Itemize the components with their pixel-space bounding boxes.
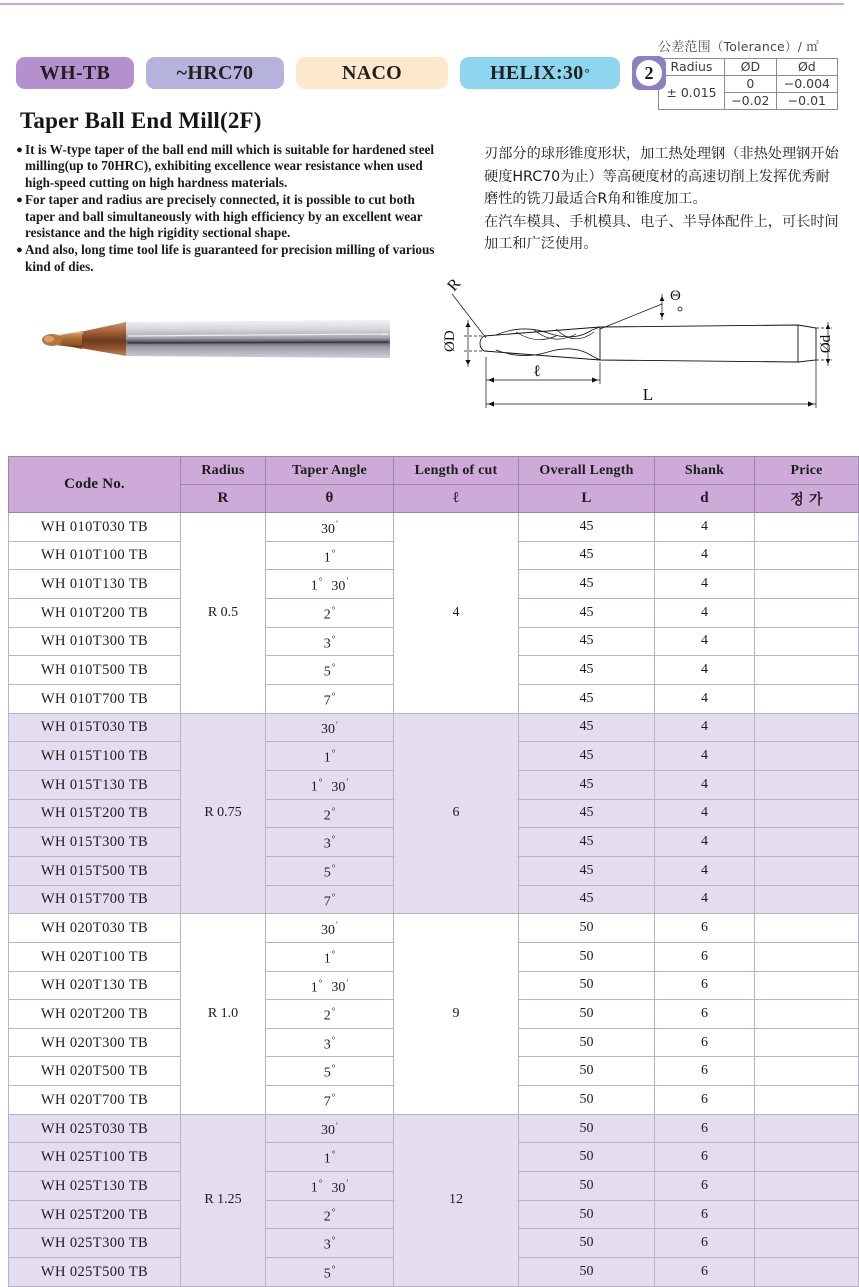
top-divider: [0, 3, 844, 5]
cell-length-of-cut: 9: [394, 914, 519, 1115]
cell-code-no: WH 015T700 TB: [9, 885, 181, 914]
cell-overall-length: 50: [519, 1086, 655, 1115]
column-header-radius: Radius: [181, 457, 266, 485]
cell-shank: 4: [655, 770, 755, 799]
column-header-price: Price: [755, 457, 859, 485]
feature-text: It is W-type taper of the ball end mill which is suitable for hardened steel milling(up to 70HRC), exhibiting excellence wear resistance when used high-speed cutting on high hardness materials.: [25, 142, 435, 190]
cell-shank: 4: [655, 684, 755, 713]
cell-overall-length: 45: [519, 799, 655, 828]
table-row[interactable]: [9, 713, 859, 742]
bullet-dot-icon: ●: [16, 144, 23, 156]
cell-price: [755, 1143, 859, 1172]
degree-symbol-icon: °: [331, 891, 336, 902]
cell-taper-angle: 5°: [266, 856, 394, 885]
degree-symbol-icon: °: [331, 1264, 336, 1275]
cell-price: [755, 1114, 859, 1143]
feature-text: And also, long time tool life is guaranteed for precision milling of various kind of dies.: [25, 242, 435, 274]
minute-symbol-icon: ′: [336, 1120, 338, 1131]
cell-price: [755, 1086, 859, 1115]
cell-overall-length: 50: [519, 1057, 655, 1086]
diagram-label-shank-diameter: Ød: [818, 334, 834, 354]
tolerance-dd-lower: −0.01: [776, 93, 837, 110]
cell-length-of-cut: 6: [394, 713, 519, 914]
cell-price: [755, 942, 859, 971]
cell-code-no: WH 010T100 TB: [9, 541, 181, 570]
cell-shank: 6: [655, 971, 755, 1000]
cell-taper-angle: 30′: [266, 1114, 394, 1143]
cell-taper-angle: 1°: [266, 1143, 394, 1172]
cell-taper-angle: 2°: [266, 1000, 394, 1029]
cell-radius: R 1.0: [181, 914, 266, 1115]
tolerance-row-upper: [659, 76, 838, 93]
degree-symbol-icon: °: [331, 805, 336, 816]
cell-overall-length: 50: [519, 971, 655, 1000]
badge-flute-count: [632, 56, 666, 90]
cell-price: [755, 742, 859, 771]
spec-table-body: [9, 513, 859, 1287]
cell-shank: 6: [655, 914, 755, 943]
tolerance-caption-cjk: 公差范围: [658, 40, 711, 55]
feature-text-cn: 在汽车模具、手机模具、电子、半导体配件上，可长时间加工和广泛使用。: [484, 213, 839, 253]
cell-code-no: WH 015T500 TB: [9, 856, 181, 885]
cell-overall-length: 50: [519, 1114, 655, 1143]
table-row[interactable]: [9, 1114, 859, 1143]
column-subheader-l: ℓ: [394, 485, 519, 513]
tolerance-block: [658, 36, 838, 110]
degree-symbol-icon: °: [331, 1006, 336, 1017]
list-item: [14, 192, 439, 241]
degree-symbol-icon: °: [331, 1034, 336, 1045]
cell-code-no: WH 010T300 TB: [9, 627, 181, 656]
cell-taper-angle: 1° 30′: [266, 770, 394, 799]
cell-code-no: WH 025T500 TB: [9, 1258, 181, 1287]
cell-overall-length: 50: [519, 1258, 655, 1287]
cell-code-no: WH 010T700 TB: [9, 684, 181, 713]
cell-price: [755, 828, 859, 857]
page-title: Taper Ball End Mill(2F): [20, 108, 262, 133]
cell-price: [755, 971, 859, 1000]
cell-code-no: WH 020T300 TB: [9, 1028, 181, 1057]
degree-symbol-icon: °: [331, 1092, 336, 1103]
cell-overall-length: 45: [519, 656, 655, 685]
cell-shank: 4: [655, 541, 755, 570]
tolerance-radius-value: ± 0.015: [659, 76, 725, 110]
cell-shank: 4: [655, 656, 755, 685]
badge-series-label: WH-TB: [39, 61, 111, 84]
cell-taper-angle: 1°: [266, 541, 394, 570]
column-subheader-price-kr: 정 가: [755, 485, 859, 513]
degree-symbol-icon: °: [331, 834, 336, 845]
cell-shank: 6: [655, 1172, 755, 1201]
cell-code-no: WH 015T130 TB: [9, 770, 181, 799]
cell-shank: 4: [655, 799, 755, 828]
diagram-label-diameter-d: ØD: [442, 330, 458, 352]
cell-price: [755, 1200, 859, 1229]
cell-shank: 6: [655, 1057, 755, 1086]
degree-symbol-icon: °: [331, 1206, 336, 1217]
cell-code-no: WH 010T130 TB: [9, 570, 181, 599]
degree-symbol-icon: °: [331, 862, 336, 873]
column-subheader-d: d: [655, 485, 755, 513]
cell-shank: 6: [655, 942, 755, 971]
cell-overall-length: 45: [519, 770, 655, 799]
cell-overall-length: 45: [519, 627, 655, 656]
cell-taper-angle: 2°: [266, 598, 394, 627]
diagram-label-length-of-cut: ℓ: [533, 363, 541, 380]
degree-symbol-icon: °: [318, 977, 323, 988]
degree-symbol-icon: °: [331, 1149, 336, 1160]
cell-overall-length: 45: [519, 541, 655, 570]
degree-symbol-icon: °: [584, 65, 591, 80]
cell-shank: 6: [655, 1000, 755, 1029]
cell-overall-length: 45: [519, 828, 655, 857]
tolerance-dd-upper: −0.004: [776, 76, 837, 93]
cell-shank: 6: [655, 1143, 755, 1172]
cell-taper-angle: 30′: [266, 914, 394, 943]
column-header-shank: Shank: [655, 457, 755, 485]
badge-coating: [296, 57, 448, 89]
cell-taper-angle: 3°: [266, 828, 394, 857]
table-row[interactable]: [9, 513, 859, 542]
cell-shank: 4: [655, 570, 755, 599]
cell-overall-length: 45: [519, 713, 655, 742]
cell-overall-length: 45: [519, 684, 655, 713]
minute-symbol-icon: ′: [336, 519, 338, 529]
badge-series: [16, 57, 134, 89]
cell-shank: 6: [655, 1258, 755, 1287]
cell-code-no: WH 020T030 TB: [9, 914, 181, 943]
degree-symbol-icon: °: [318, 776, 323, 787]
cell-price: [755, 1057, 859, 1086]
degree-symbol-icon: °: [318, 1178, 323, 1189]
cell-shank: 6: [655, 1028, 755, 1057]
diagram-label-taper-angle: Θ: [670, 288, 681, 304]
cell-price: [755, 799, 859, 828]
cell-shank: 4: [655, 742, 755, 771]
cell-code-no: WH 020T130 TB: [9, 971, 181, 1000]
cell-overall-length: 50: [519, 1200, 655, 1229]
degree-symbol-icon: °: [318, 576, 323, 587]
column-subheader-big-l: L: [519, 485, 655, 513]
cell-overall-length: 50: [519, 942, 655, 971]
tolerance-d-upper: 0: [724, 76, 776, 93]
column-header-code-no: Code No.: [9, 457, 181, 513]
bullet-dot-icon: ●: [16, 244, 23, 257]
badge-hardness-label: ~HRC70: [176, 61, 254, 84]
list-item: [14, 242, 439, 275]
column-subheader-r: R: [181, 485, 266, 513]
cell-overall-length: 50: [519, 1172, 655, 1201]
cell-price: [755, 885, 859, 914]
cell-radius: R 1.25: [181, 1114, 266, 1286]
cell-overall-length: 50: [519, 1028, 655, 1057]
cell-code-no: WH 020T700 TB: [9, 1086, 181, 1115]
degree-symbol-icon: °: [331, 633, 336, 644]
cell-taper-angle: 3°: [266, 1229, 394, 1258]
header-row-top: [9, 457, 859, 485]
cell-price: [755, 1172, 859, 1201]
minute-symbol-icon: ′: [346, 776, 349, 787]
badge-helix-label: HELIX:30: [489, 61, 584, 84]
cell-taper-angle: 5°: [266, 1057, 394, 1086]
cell-overall-length: 50: [519, 914, 655, 943]
cell-code-no: WH 020T500 TB: [9, 1057, 181, 1086]
cell-code-no: WH 010T030 TB: [9, 513, 181, 542]
cell-taper-angle: 30′: [266, 513, 394, 542]
cell-code-no: WH 015T200 TB: [9, 799, 181, 828]
cell-price: [755, 656, 859, 685]
cell-price: [755, 627, 859, 656]
cell-taper-angle: 5°: [266, 1258, 394, 1287]
cell-code-no: WH 020T200 TB: [9, 1000, 181, 1029]
cell-shank: 4: [655, 856, 755, 885]
cell-code-no: WH 025T130 TB: [9, 1172, 181, 1201]
tolerance-header-row: [659, 59, 838, 76]
cell-shank: 6: [655, 1229, 755, 1258]
cell-price: [755, 1000, 859, 1029]
cell-taper-angle: 1°: [266, 942, 394, 971]
cell-shank: 6: [655, 1114, 755, 1143]
cell-taper-angle: 3°: [266, 1028, 394, 1057]
badge-row: [16, 56, 666, 90]
minute-symbol-icon: ′: [336, 719, 338, 730]
tolerance-caption-en: （Tolerance）/ ㎡: [710, 39, 819, 54]
cell-taper-angle: 1° 30′: [266, 570, 394, 599]
cell-code-no: WH 015T030 TB: [9, 713, 181, 742]
product-photo: [22, 306, 394, 374]
cell-taper-angle: 1° 30′: [266, 971, 394, 1000]
cell-overall-length: 45: [519, 885, 655, 914]
degree-symbol-icon: °: [331, 748, 336, 759]
cell-taper-angle: 1° 30′: [266, 1172, 394, 1201]
cell-price: [755, 1229, 859, 1258]
degree-symbol-icon: °: [331, 948, 336, 959]
cell-length-of-cut: 12: [394, 1114, 519, 1286]
tolerance-table: [658, 58, 838, 110]
degree-symbol-icon: °: [331, 662, 336, 673]
column-header-overall-length: Overall Length: [519, 457, 655, 485]
minute-symbol-icon: ′: [336, 920, 338, 931]
degree-symbol-icon: °: [331, 604, 336, 615]
bullet-dot-icon: ●: [16, 194, 23, 207]
cell-shank: 4: [655, 598, 755, 627]
degree-symbol-icon: °: [331, 690, 336, 701]
flute-count-label: 2: [636, 60, 662, 86]
cell-code-no: WH 010T500 TB: [9, 656, 181, 685]
feature-text: For taper and radius are precisely connected, it is possible to cut both taper and ball simultaneously with high efficiency by an excellent wear resistance and the high rigidity sectional shape.: [25, 192, 423, 241]
badge-hardness: [146, 57, 284, 89]
column-header-taper-angle: Taper Angle: [266, 457, 394, 485]
cell-taper-angle: 1°: [266, 742, 394, 771]
cell-price: [755, 513, 859, 542]
cell-taper-angle: 30′: [266, 713, 394, 742]
spec-table-wrapper: [8, 456, 838, 1287]
cell-shank: 4: [655, 627, 755, 656]
cell-code-no: WH 025T300 TB: [9, 1229, 181, 1258]
cell-overall-length: 45: [519, 742, 655, 771]
cell-price: [755, 598, 859, 627]
minute-symbol-icon: ′: [346, 576, 349, 587]
tolerance-header-dia-d: ØD: [724, 59, 776, 76]
feature-text-cn: 刃部分的球形锥度形状，加工热处理钢（非热处理钢开始硬度HRC70为止）等高硬度材的高速切削上发挥优秀耐磨性的铣刀最适合R角和锥度加工。: [484, 146, 839, 208]
cell-code-no: WH 025T030 TB: [9, 1114, 181, 1143]
diagram-label-overall-length: L: [642, 385, 654, 404]
badge-coating-label: NACO: [341, 61, 403, 84]
spec-table: [8, 456, 859, 1287]
tolerance-d-lower: −0.02: [724, 93, 776, 110]
cell-code-no: WH 015T300 TB: [9, 828, 181, 857]
feature-list-en: [14, 142, 439, 276]
tolerance-header-dia-small-d: Ød: [776, 59, 837, 76]
cell-code-no: WH 010T200 TB: [9, 598, 181, 627]
tolerance-caption: [658, 36, 838, 55]
feature-list-cn: [484, 143, 840, 256]
cell-price: [755, 1028, 859, 1057]
cell-code-no: WH 025T100 TB: [9, 1143, 181, 1172]
cell-shank: 4: [655, 828, 755, 857]
cell-radius: R 0.5: [181, 513, 266, 714]
minute-symbol-icon: ′: [346, 1178, 349, 1189]
cell-shank: 4: [655, 713, 755, 742]
cell-price: [755, 856, 859, 885]
spec-table-head: [9, 457, 859, 513]
cell-shank: 6: [655, 1086, 755, 1115]
technical-drawing: [424, 272, 840, 418]
diagram-label-radius: R: [444, 275, 465, 295]
cell-shank: 4: [655, 513, 755, 542]
cell-taper-angle: 7°: [266, 684, 394, 713]
column-header-length-of-cut: Length of cut: [394, 457, 519, 485]
cell-price: [755, 541, 859, 570]
badge-helix: [460, 57, 620, 89]
cell-price: [755, 770, 859, 799]
cell-overall-length: 45: [519, 598, 655, 627]
cell-taper-angle: 2°: [266, 799, 394, 828]
cell-overall-length: 45: [519, 570, 655, 599]
degree-symbol-icon: °: [331, 1235, 336, 1246]
cell-taper-angle: 5°: [266, 656, 394, 685]
cell-overall-length: 50: [519, 1229, 655, 1258]
cell-radius: R 0.75: [181, 713, 266, 914]
cell-price: [755, 684, 859, 713]
cell-taper-angle: 3°: [266, 627, 394, 656]
degree-symbol-icon: °: [331, 547, 336, 558]
cell-overall-length: 50: [519, 1000, 655, 1029]
cell-taper-angle: 7°: [266, 885, 394, 914]
cell-length-of-cut: 4: [394, 513, 519, 714]
cell-price: [755, 1258, 859, 1287]
minute-symbol-icon: ′: [346, 977, 349, 988]
table-row[interactable]: [9, 914, 859, 943]
cell-taper-angle: 7°: [266, 1086, 394, 1115]
cell-code-no: WH 025T200 TB: [9, 1200, 181, 1229]
list-item: [14, 142, 439, 191]
cell-price: [755, 914, 859, 943]
tolerance-header-radius: Radius: [659, 59, 725, 76]
cell-overall-length: 50: [519, 1143, 655, 1172]
cell-taper-angle: 2°: [266, 1200, 394, 1229]
cell-code-no: WH 020T100 TB: [9, 942, 181, 971]
column-subheader-theta: θ: [266, 485, 394, 513]
cell-code-no: WH 015T100 TB: [9, 742, 181, 771]
cell-price: [755, 713, 859, 742]
cell-shank: 6: [655, 1200, 755, 1229]
cell-overall-length: 45: [519, 513, 655, 542]
cell-shank: 4: [655, 885, 755, 914]
cell-price: [755, 570, 859, 599]
degree-symbol-icon: °: [331, 1063, 336, 1074]
cell-overall-length: 45: [519, 856, 655, 885]
